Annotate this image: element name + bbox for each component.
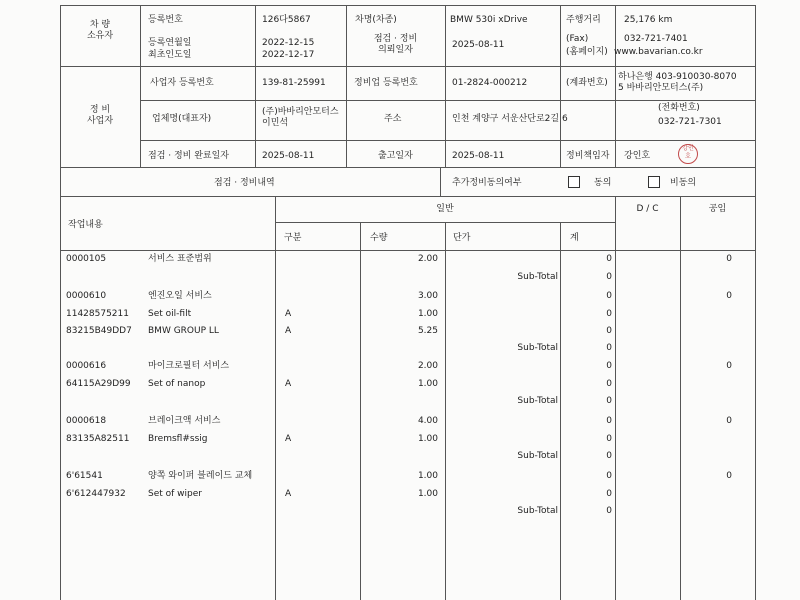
col-type-header: 구분 bbox=[284, 233, 302, 243]
biz-no-label: 사업자 등록번호 bbox=[150, 78, 214, 88]
homepage-value: www.bavarian.co.kr bbox=[614, 47, 703, 57]
divider bbox=[440, 167, 441, 196]
wage-header: 공임 bbox=[708, 204, 727, 214]
divider bbox=[560, 5, 561, 167]
item-qty: 1.00 bbox=[417, 489, 438, 499]
item-wage: 0 bbox=[726, 361, 732, 371]
manager-stamp: 강인 호 bbox=[678, 144, 698, 164]
divider bbox=[60, 196, 755, 197]
address-label: 주소 bbox=[384, 114, 402, 124]
table-row bbox=[0, 506, 800, 518]
divider bbox=[140, 100, 755, 101]
table-row bbox=[0, 416, 800, 428]
divider bbox=[60, 167, 755, 168]
item-type: A bbox=[285, 379, 292, 389]
table-row bbox=[0, 309, 800, 321]
item-description: 엔진오일 서비스 bbox=[148, 291, 212, 301]
release-date-value: 2025-08-11 bbox=[452, 151, 505, 161]
item-total: 0 bbox=[606, 416, 612, 426]
complete-date-label: 점검 · 정비 완료일자 bbox=[148, 151, 229, 161]
dc-header: D / C bbox=[636, 204, 659, 214]
divider bbox=[60, 66, 755, 67]
table-row bbox=[0, 326, 800, 338]
item-total: 0 bbox=[606, 506, 612, 516]
fax-value: 032-721-7401 bbox=[624, 34, 688, 44]
consent-yes-label: 동의 bbox=[594, 178, 612, 188]
table-row bbox=[0, 489, 800, 501]
consent-no-checkbox[interactable] bbox=[648, 176, 660, 188]
item-description: 양쪽 와이퍼 블레이드 교체 bbox=[148, 471, 253, 481]
table-row bbox=[0, 272, 800, 284]
homepage-label: (홈페이지) bbox=[566, 47, 608, 57]
item-code: 83135A82511 bbox=[66, 434, 130, 444]
table-row bbox=[0, 361, 800, 373]
owner-section-label: 차 량 소유자 bbox=[86, 20, 114, 41]
divider bbox=[255, 5, 256, 167]
item-type: A bbox=[285, 489, 292, 499]
item-total: 0 bbox=[606, 272, 612, 282]
phone-value: 032-721-7301 bbox=[658, 117, 722, 127]
table-top-border bbox=[60, 5, 755, 6]
col-total-header: 계 bbox=[570, 233, 579, 243]
table-row bbox=[0, 343, 800, 355]
table-row bbox=[0, 254, 800, 266]
item-code: 6'61541 bbox=[66, 471, 103, 481]
table-row bbox=[0, 291, 800, 303]
mileage-label: 주행거리 bbox=[566, 15, 601, 25]
item-type: A bbox=[285, 326, 292, 336]
account-value: 하나은행 403-910030-8070 5 바바리안모터스(주) bbox=[618, 72, 737, 93]
company-label: 업체명(대표자) bbox=[152, 114, 212, 124]
request-date-value: 2025-08-11 bbox=[452, 40, 505, 50]
table-row bbox=[0, 471, 800, 483]
item-wage: 0 bbox=[726, 416, 732, 426]
divider bbox=[60, 250, 755, 251]
shop-section-label: 정 비 사업자 bbox=[86, 105, 114, 126]
reg-no-label: 등록번호 bbox=[148, 15, 183, 25]
divider bbox=[346, 5, 347, 167]
item-description: Set of nanop bbox=[148, 379, 206, 389]
item-code: 0000105 bbox=[66, 254, 107, 264]
consent-label: 추가정비동의여부 bbox=[452, 178, 522, 188]
item-description: Bremsfl#ssig bbox=[148, 434, 208, 444]
divider bbox=[615, 5, 616, 167]
item-qty: 1.00 bbox=[417, 434, 438, 444]
table-row bbox=[0, 434, 800, 446]
item-total: 0 bbox=[606, 343, 612, 353]
general-header: 일반 bbox=[436, 204, 454, 214]
divider bbox=[140, 5, 141, 167]
item-total: 0 bbox=[606, 379, 612, 389]
item-qty: 1.00 bbox=[417, 309, 438, 319]
address-value: 인천 계양구 서운산단로2길 6 bbox=[452, 114, 568, 124]
request-date-label: 점검 · 정비 의뢰일자 bbox=[373, 34, 418, 55]
first-reg-label: 등록연월일 bbox=[148, 38, 192, 48]
fax-label: (Fax) bbox=[566, 34, 589, 44]
item-total: 0 bbox=[606, 434, 612, 444]
shop-reg-label: 정비업 등록번호 bbox=[354, 78, 418, 88]
item-total: 0 bbox=[606, 451, 612, 461]
item-qty: 1.00 bbox=[417, 471, 438, 481]
item-description: 서비스 표준범위 bbox=[148, 254, 212, 264]
item-description: 브레이크액 서비스 bbox=[148, 416, 221, 426]
item-description: Set of wiper bbox=[148, 489, 202, 499]
complete-date-value: 2025-08-11 bbox=[262, 151, 315, 161]
item-total: 0 bbox=[606, 396, 612, 406]
item-description: 마이크로필터 서비스 bbox=[148, 361, 230, 371]
manager-value: 강인호 bbox=[624, 151, 651, 161]
item-code: 6'612447932 bbox=[66, 489, 126, 499]
subtotal-label: Sub-Total bbox=[517, 343, 558, 353]
subtotal-label: Sub-Total bbox=[517, 396, 558, 406]
col-price-header: 단가 bbox=[453, 233, 471, 243]
item-total: 0 bbox=[606, 254, 612, 264]
first-reg-value: 2022-12-15 bbox=[262, 38, 315, 48]
item-total: 0 bbox=[606, 489, 612, 499]
item-qty: 4.00 bbox=[417, 416, 438, 426]
item-total: 0 bbox=[606, 361, 612, 371]
item-code: 0000610 bbox=[66, 291, 107, 301]
first-delivery-label: 최초인도일 bbox=[148, 50, 192, 60]
table-row bbox=[0, 396, 800, 408]
item-qty: 3.00 bbox=[417, 291, 438, 301]
release-date-label: 출고일자 bbox=[378, 151, 413, 161]
item-wage: 0 bbox=[726, 254, 732, 264]
reg-no-value: 126다5867 bbox=[262, 15, 311, 25]
subtotal-label: Sub-Total bbox=[517, 506, 558, 516]
first-delivery-value: 2022-12-17 bbox=[262, 50, 315, 60]
divider bbox=[140, 140, 755, 141]
manager-label: 정비책임자 bbox=[566, 151, 610, 161]
item-qty: 5.25 bbox=[417, 326, 438, 336]
details-label: 점검 · 정비내역 bbox=[214, 178, 275, 188]
col-qty-header: 수량 bbox=[370, 233, 388, 243]
phone-label: (전화번호) bbox=[658, 103, 700, 113]
item-code: 64115A29D99 bbox=[66, 379, 131, 389]
item-wage: 0 bbox=[726, 471, 732, 481]
model-label: 차명(차종) bbox=[355, 15, 397, 25]
item-code: 11428575211 bbox=[66, 309, 129, 319]
item-qty: 2.00 bbox=[417, 254, 438, 264]
company-value: (주)바바리안모터스 이민석 bbox=[262, 107, 339, 128]
subtotal-label: Sub-Total bbox=[517, 272, 558, 282]
consent-yes-checkbox[interactable] bbox=[568, 176, 580, 188]
item-code: 83215B49DD7 bbox=[66, 326, 132, 336]
mileage-value: 25,176 km bbox=[624, 15, 673, 25]
consent-no-label: 비동의 bbox=[670, 178, 697, 188]
model-value: BMW 530i xDrive bbox=[450, 15, 528, 25]
item-type: A bbox=[285, 434, 292, 444]
subtotal-label: Sub-Total bbox=[517, 451, 558, 461]
divider bbox=[445, 5, 446, 167]
item-code: 0000616 bbox=[66, 361, 107, 371]
table-row bbox=[0, 379, 800, 391]
biz-no-value: 139-81-25991 bbox=[262, 78, 326, 88]
item-total: 0 bbox=[606, 309, 612, 319]
item-wage: 0 bbox=[726, 291, 732, 301]
table-row bbox=[0, 451, 800, 463]
item-code: 0000618 bbox=[66, 416, 107, 426]
item-total: 0 bbox=[606, 291, 612, 301]
shop-reg-value: 01-2824-000212 bbox=[452, 78, 528, 88]
item-qty: 1.00 bbox=[417, 379, 438, 389]
item-total: 0 bbox=[606, 471, 612, 481]
item-description: Set oil-filt bbox=[148, 309, 192, 319]
work-header: 작업내용 bbox=[68, 220, 103, 230]
account-label: (계좌번호) bbox=[566, 78, 608, 88]
item-type: A bbox=[285, 309, 292, 319]
item-qty: 2.00 bbox=[417, 361, 438, 371]
item-description: BMW GROUP LL bbox=[148, 326, 219, 336]
item-total: 0 bbox=[606, 326, 612, 336]
